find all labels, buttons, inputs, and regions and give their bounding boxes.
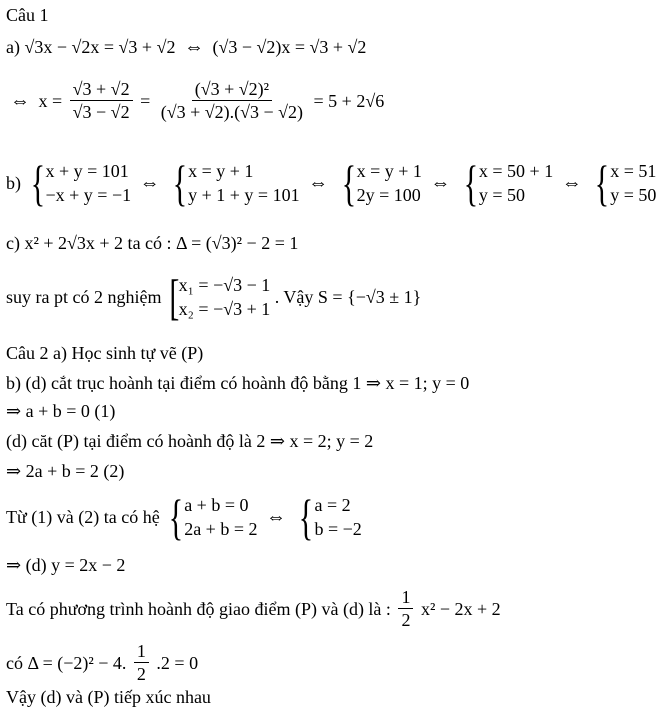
- q2-b-line1: b) (d) cắt trục hoành tại điểm có hoành độ bằng 1 ⇒ x = 1; y = 0: [6, 373, 470, 393]
- q2-c-line2: có Δ = (−2)² − 4. $\frac{1}{2}$ .2 = 0: [6, 641, 199, 684]
- q2-a-line: Câu 2 a) Học sinh tự vẽ (P): [6, 343, 204, 363]
- q1-c-line2: suy ra pt có 2 nghiệm [ x₁ = −√3 − 1 x₂ = −√3 + 1 . Vậy S = {−√3 ± 1}: [6, 269, 422, 325]
- q1-b-system-4: { x = 50 + 1 y = 50: [463, 155, 554, 211]
- q1-a-frac1: $\frac{√3 + √2}{√3 - √2}$: [70, 80, 133, 121]
- q1-c-line1: c) x² + 2√3x + 2 ta có : Δ = (√3)² − 2 = 1: [6, 233, 299, 253]
- iff-symbol: ⇔: [265, 506, 286, 528]
- q1-b-line: b) { x + y = 101 −x + y = −1 ⇔ { x = y + 1 y + 1 + y = 101 ⇔ { x = y + 1 2y = 100 ⇔ { x = 50 + 1 y = 50 ⇔ { x = 51 y = 50: [6, 155, 656, 211]
- q1-a-line2: ⇔ x = $\frac{√3 + √2}{√3 - √2}$ = $\frac{\text{(√3 + √2)²}}{(√3 + √2).(√3 - √2)}$ = 5 + 2√6: [10, 79, 385, 122]
- q2-c-frac-half-2: $\frac{1}{2}$: [134, 642, 149, 683]
- q2-b-line4: ⇒ 2a + b = 2 (2): [6, 461, 125, 481]
- q1-a-left: a) √3x − √2x = √3 + √2: [6, 36, 176, 57]
- iff-symbol: ⇔: [139, 172, 160, 194]
- q1-b-system-1: { x + y = 101 −x + y = −1: [30, 155, 132, 211]
- iff-symbol: ⇔: [10, 89, 30, 112]
- q2-c-line1: Ta có phương trình hoành độ giao điểm (P) và (d) là : $\frac{1}{2}$ x² − 2x + 2: [6, 587, 501, 630]
- iff-symbol: ⇔: [430, 172, 451, 194]
- iff-symbol: ⇔: [308, 172, 329, 194]
- q2-b-line5: Từ (1) và (2) ta có hệ { a + b = 0 2a + b = 2 ⇔ { a = 2 b = −2: [6, 489, 362, 545]
- q2-b-line3: (d) căt (P) tại điểm có hoành độ là 2 ⇒ x = 2; y = 2: [6, 431, 374, 451]
- q2-c-line3: Vậy (d) và (P) tiếp xúc nhau: [6, 687, 211, 707]
- q1-a-result: = 5 + 2√6: [313, 90, 385, 111]
- q1-a-right: (√3 − √2)x = √3 + √2: [212, 36, 367, 57]
- q1-b-system-5: { x = 51 y = 50: [595, 155, 656, 211]
- iff-symbol: ⇔: [183, 35, 204, 58]
- q1-c-roots: [ x₁ = −√3 − 1 x₂ = −√3 + 1: [169, 269, 271, 325]
- q1-b-system-2: { x = y + 1 y + 1 + y = 101: [172, 155, 300, 211]
- q1-a-frac2: $\frac{\text{(√3 + √2)²}}{(√3 + √2).(√3 - √2)}$: [160, 79, 304, 122]
- q2-c-frac-half: $\frac{1}{2}$: [398, 588, 413, 629]
- q2-b-line2: ⇒ a + b = 0 (1): [6, 401, 116, 421]
- q2-b-line6: ⇒ (d) y = 2x − 2: [6, 555, 126, 575]
- q1-b-system-3: { x = y + 1 2y = 100: [341, 155, 422, 211]
- q2-b-system-1: { a + b = 0 2a + b = 2: [168, 489, 258, 545]
- iff-symbol: ⇔: [561, 172, 582, 194]
- q1-a-line1: [6, 36, 366, 57]
- q2-b-system-2: { a = 2 b = −2: [299, 489, 362, 545]
- q1-c-solution-set: . Vậy S = {−√3 ± 1}: [274, 287, 422, 307]
- q1-title: Câu 1: [6, 5, 49, 25]
